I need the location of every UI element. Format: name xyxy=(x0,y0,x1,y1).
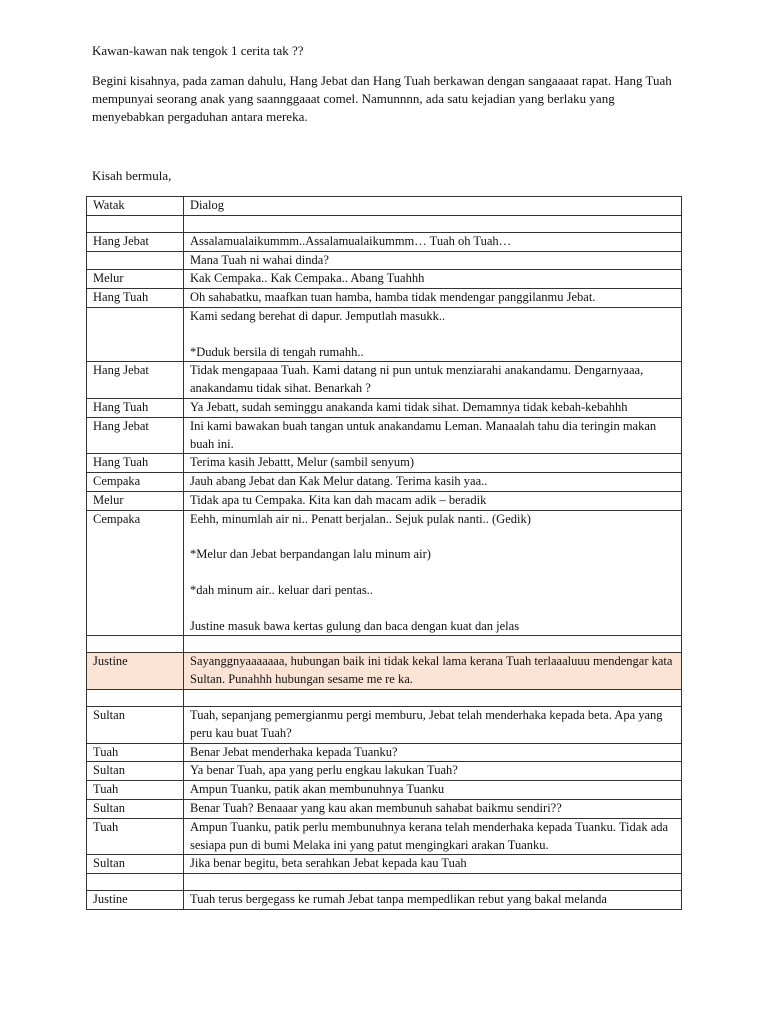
table-row xyxy=(87,417,682,454)
watak-cell: Tuah xyxy=(87,743,184,762)
dialog-cell: Jauh abang Jebat dan Kak Melur datang. Terima kasih yaa.. xyxy=(184,473,682,492)
dialog-cell: Ya Jebatt, sudah seminggu anakanda kami tidak sihat. Demamnya tidak kebah-kebahhh xyxy=(184,398,682,417)
watak-cell: Hang Jebat xyxy=(87,362,184,399)
dialog-cell: Ya benar Tuah, apa yang perlu engkau lakukan Tuah? xyxy=(184,762,682,781)
dialog-cell xyxy=(184,689,682,706)
watak-cell xyxy=(87,307,184,361)
dialog-cell: Benar Jebat menderhaka kepada Tuanku? xyxy=(184,743,682,762)
dialog-cell: Kak Cempaka.. Kak Cempaka.. Abang Tuahhh xyxy=(184,270,682,289)
watak-cell: Cempaka xyxy=(87,510,184,636)
dialog-cell: Tuah, sepanjang pemergianmu pergi memburu, Jebat telah menderhaka kepada beta. Apa yang peru kau buat Tuah? xyxy=(184,706,682,743)
dialog-cell: Tidak apa tu Cempaka. Kita kan dah macam adik – beradik xyxy=(184,491,682,510)
dialog-cell: Eehh, minumlah air ni.. Penatt berjalan.. Sejuk pulak nanti.. (Gedik) *Melur dan Jebat berpandangan lalu minum air) *dah minum air.. keluar dari pentas.. Justine masuk bawa kertas gulung dan baca dengan kuat dan jelas xyxy=(184,510,682,636)
table-row xyxy=(87,289,682,308)
dialog-cell: Tuah terus bergegass ke rumah Jebat tanpa mempedlikan rebut yang bakal melanda xyxy=(184,891,682,910)
table-row xyxy=(87,653,682,690)
table-row xyxy=(87,270,682,289)
watak-cell: Melur xyxy=(87,491,184,510)
table-row xyxy=(87,362,682,399)
watak-cell: Sultan xyxy=(87,706,184,743)
table-row xyxy=(87,818,682,855)
dialog-cell: Oh sahabatku, maafkan tuan hamba, hamba tidak mendengar panggilanmu Jebat. xyxy=(184,289,682,308)
dialog-cell: Terima kasih Jebattt, Melur (sambil senyum) xyxy=(184,454,682,473)
watak-cell xyxy=(87,636,184,653)
dialog-cell: Jika benar begitu, beta serahkan Jebat kepada kau Tuah xyxy=(184,855,682,874)
table-row xyxy=(87,251,682,270)
watak-cell: Hang Tuah xyxy=(87,289,184,308)
watak-cell xyxy=(87,689,184,706)
dialog-cell: Sayanggnyaaaaaaa, hubungan baik ini tidak kekal lama kerana Tuah terlaaaluuu mendengar kata Sultan. Punahhh hubungan sesame me re ka. xyxy=(184,653,682,690)
table-row xyxy=(87,473,682,492)
table-row xyxy=(87,874,682,891)
dialog-cell: Assalamualaikummm..Assalamualaikummm… Tuah oh Tuah… xyxy=(184,232,682,251)
intro-paragraph: Begini kisahnya, pada zaman dahulu, Hang Jebat dan Hang Tuah berkawan dengan sangaaaat rapat. Hang Tuah mempunyai seorang anak yang saannggaaat comel. Namunnnn, ada satu kejadian yang berlaku yang menyebabkan pergaduhan antara mereka. xyxy=(92,73,672,124)
dialog-cell xyxy=(184,215,682,232)
dialog-cell xyxy=(184,874,682,891)
table-row xyxy=(87,689,682,706)
table-row xyxy=(87,781,682,800)
table-row xyxy=(87,510,682,636)
watak-cell: Tuah xyxy=(87,818,184,855)
table-header-row xyxy=(87,197,682,216)
table-row xyxy=(87,762,682,781)
dialog-cell: Benar Tuah? Benaaar yang kau akan membunuh sahabat baikmu sendiri?? xyxy=(184,799,682,818)
watak-cell: Hang Tuah xyxy=(87,398,184,417)
dialog-cell: Mana Tuah ni wahai dinda? xyxy=(184,251,682,270)
header-dialog: Dialog xyxy=(184,197,682,216)
watak-cell: Sultan xyxy=(87,762,184,781)
table-row xyxy=(87,454,682,473)
watak-cell: Sultan xyxy=(87,799,184,818)
table-row xyxy=(87,706,682,743)
watak-cell: Justine xyxy=(87,891,184,910)
table-row xyxy=(87,743,682,762)
watak-cell: Hang Jebat xyxy=(87,417,184,454)
dialog-table xyxy=(86,196,682,910)
table-row xyxy=(87,215,682,232)
dialog-cell: Ampun Tuanku, patik perlu membunuhnya kerana telah menderhaka kepada Tuanku. Tidak ada sesiapa pun di bumi Melaka ini yang patut mengingkari arakan Tuanku. xyxy=(184,818,682,855)
watak-cell xyxy=(87,215,184,232)
header-watak: Watak xyxy=(87,197,184,216)
watak-cell: Cempaka xyxy=(87,473,184,492)
watak-cell xyxy=(87,251,184,270)
watak-cell xyxy=(87,874,184,891)
dialog-cell: Kami sedang berehat di dapur. Jemputlah masukk.. *Duduk bersila di tengah rumahh.. xyxy=(184,307,682,361)
dialog-cell xyxy=(184,636,682,653)
table-row xyxy=(87,491,682,510)
intro-line: Kawan-kawan nak tengok 1 cerita tak ?? xyxy=(92,43,304,58)
watak-cell: Tuah xyxy=(87,781,184,800)
watak-cell: Hang Tuah xyxy=(87,454,184,473)
table-row xyxy=(87,891,682,910)
table-row xyxy=(87,398,682,417)
table-row xyxy=(87,636,682,653)
dialog-cell: Ini kami bawakan buah tangan untuk anakandamu Leman. Manaalah tahu dia teringin makan buah ini. xyxy=(184,417,682,454)
watak-cell: Justine xyxy=(87,653,184,690)
table-row xyxy=(87,307,682,361)
story-start-line: Kisah bermula, xyxy=(92,168,172,183)
table-body xyxy=(87,215,682,909)
dialog-cell: Tidak mengapaaa Tuah. Kami datang ni pun untuk menziarahi anakandamu. Dengarnyaaa, anakandamu tidak sihat. Benarkah ? xyxy=(184,362,682,399)
table-row xyxy=(87,799,682,818)
watak-cell: Melur xyxy=(87,270,184,289)
watak-cell: Hang Jebat xyxy=(87,232,184,251)
dialog-cell: Ampun Tuanku, patik akan membunuhnya Tuanku xyxy=(184,781,682,800)
watak-cell: Sultan xyxy=(87,855,184,874)
table-row xyxy=(87,855,682,874)
table-row xyxy=(87,232,682,251)
